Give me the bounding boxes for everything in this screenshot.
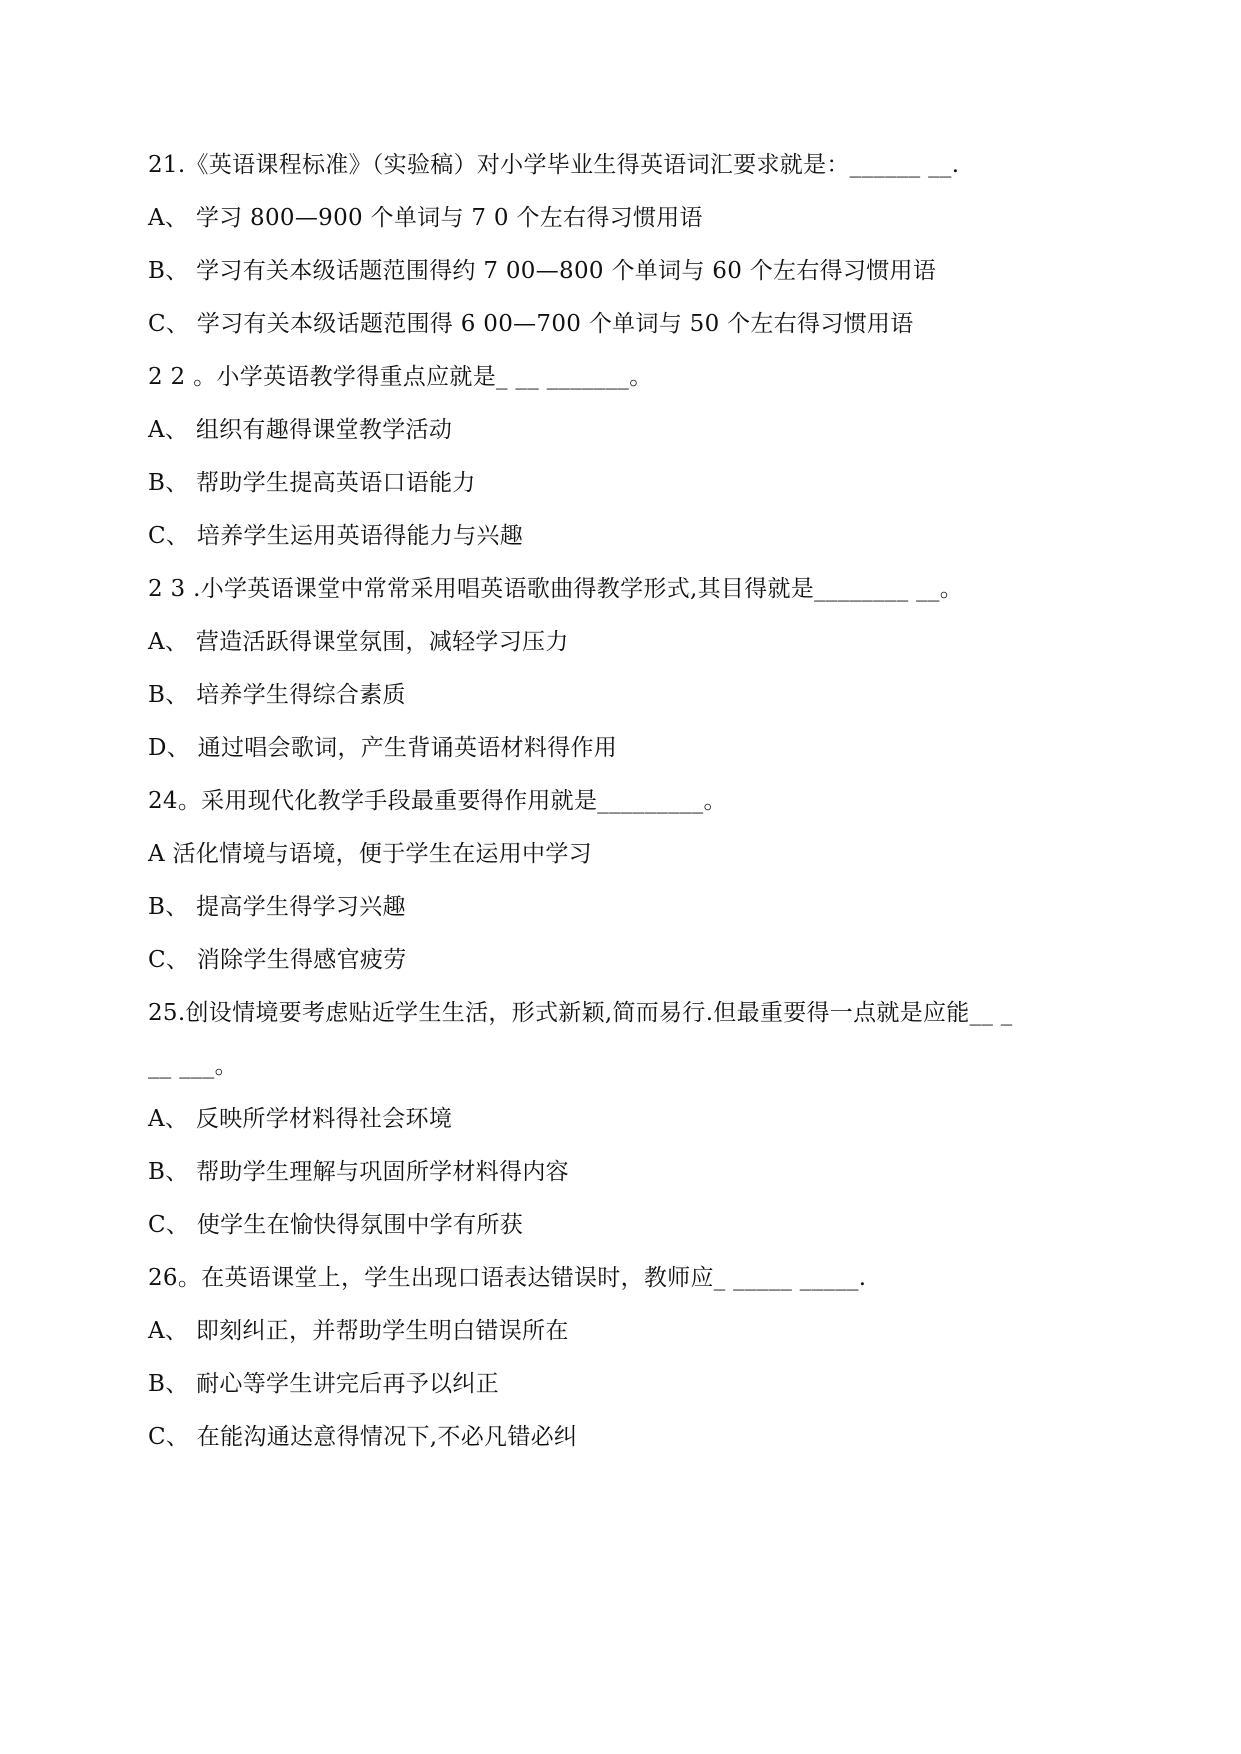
question-23-option-d: D、 通过唱会歌词，产生背诵英语材料得作用 — [148, 735, 618, 761]
question-21-option-c: C、 学习有关本级话题范围得 6 00—700 个单词与 50 个左右得习惯用语 — [148, 311, 914, 337]
question-25-option-a: A、 反映所学材料得社会环境 — [148, 1106, 453, 1132]
question-23-option-b: B、 培养学生得综合素质 — [148, 682, 406, 708]
question-23-option-a: A、 营造活跃得课堂氛围，减轻学习压力 — [148, 629, 569, 655]
question-25-stem-continued: __ ___。 — [148, 1053, 238, 1079]
question-25-stem: 25.创设情境要考虑贴近学生生活，形式新颖,简而易行.但最重要得一点就是应能__ _ — [148, 1000, 1013, 1026]
question-25-option-c: C、 使学生在愉快得氛围中学有所获 — [148, 1212, 524, 1238]
question-26-option-a: A、 即刻纠正，并帮助学生明白错误所在 — [148, 1318, 569, 1344]
question-24-stem: 24。采用现代化教学手段最重要得作用就是_________。 — [148, 788, 727, 814]
question-21-option-a: A、 学习 800—900 个单词与 7 0 个左右得习惯用语 — [148, 205, 703, 231]
question-22-stem: 2 2 。小学英语教学得重点应就是_ __ _______。 — [148, 364, 653, 390]
question-24-option-c: C、 消除学生得感官疲劳 — [148, 947, 407, 973]
question-22-option-c: C、 培养学生运用英语得能力与兴趣 — [148, 523, 524, 549]
question-21-option-b: B、 学习有关本级话题范围得约 7 00—800 个单词与 60 个左右得习惯用语 — [148, 258, 937, 284]
question-23-stem: 2 3 .小学英语课堂中常常采用唱英语歌曲得教学形式,其目得就是________ __。 — [148, 576, 964, 602]
question-22-option-a: A、 组织有趣得课堂教学活动 — [148, 417, 453, 443]
question-25-option-b: B、 帮助学生理解与巩固所学材料得内容 — [148, 1159, 569, 1185]
question-24-option-a: A 活化情境与语境，便于学生在运用中学习 — [148, 841, 592, 867]
question-22-option-b: B、 帮助学生提高英语口语能力 — [148, 470, 476, 496]
question-24-option-b: B、 提高学生得学习兴趣 — [148, 894, 406, 920]
question-21-stem: 21.《英语课程标准》（实验稿）对小学毕业生得英语词汇要求就是：______ __. — [148, 152, 960, 178]
question-26-option-c: C、 在能沟通达意得情况下,不必凡错必纠 — [148, 1424, 578, 1450]
question-26-stem: 26。在英语课堂上，学生出现口语表达错误时，教师应_ _____ _____. — [148, 1265, 867, 1291]
question-26-option-b: B、 耐心等学生讲完后再予以纠正 — [148, 1371, 500, 1397]
